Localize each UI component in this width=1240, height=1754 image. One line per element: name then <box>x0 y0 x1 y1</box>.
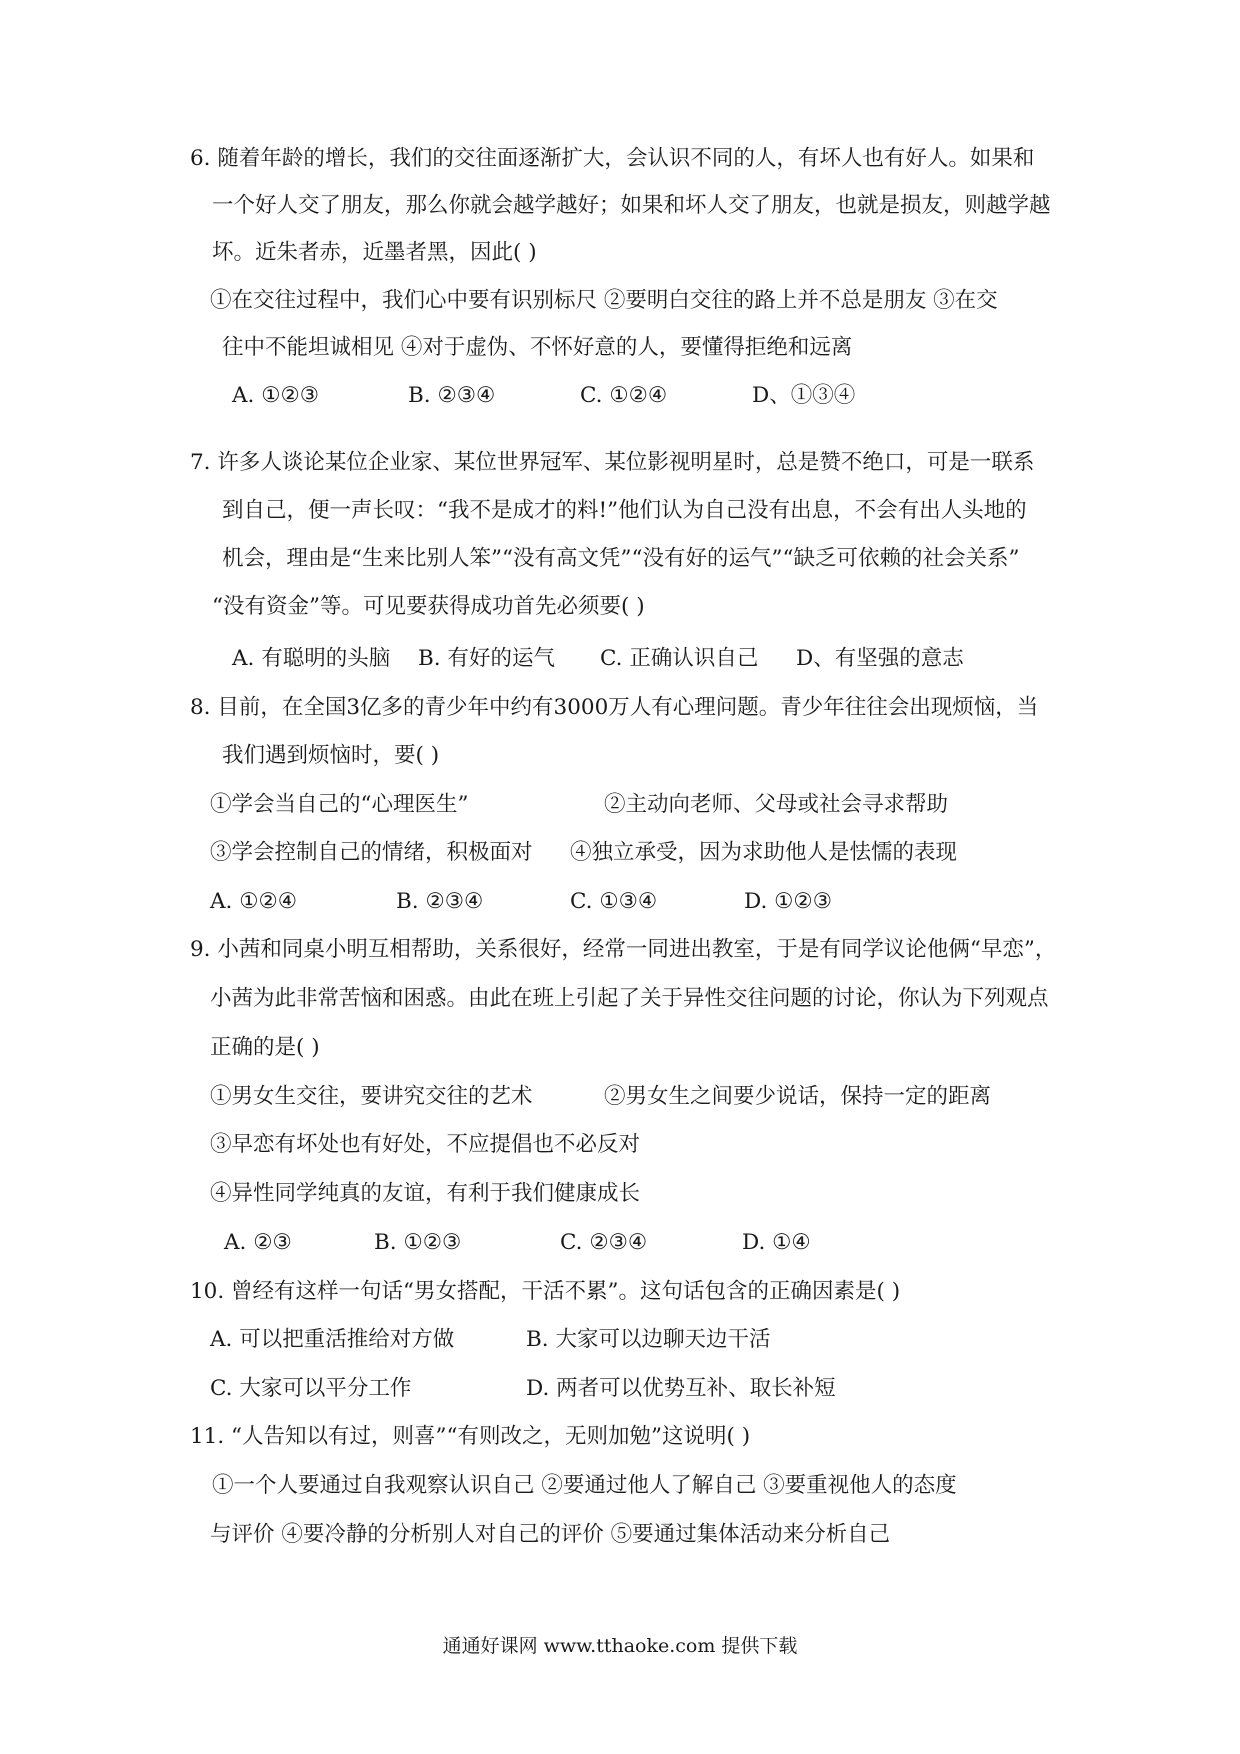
statement-line: ③学会控制自己的情绪，积极面对 <box>210 840 533 865</box>
question-stem-line: 机会，理由是“生来比别人笨”“没有高文凭”“没有好的运气”“缺乏可依赖的社会关系” <box>222 546 1020 571</box>
statement-line: ①一个人要通过自我观察认识自己 ②要通过他人了解自己 ③要重视他人的态度 <box>212 1473 957 1498</box>
statement-line: ④异性同学纯真的友谊，有利于我们健康成长 <box>210 1181 641 1206</box>
question-stem-line: 到自己，便一声长叹：“我不是成才的料!”他们认为自己没有出息，不会有出人头地的 <box>222 498 1027 523</box>
question-stem-line: “没有资金”等。可见要获得成功首先必须要( ) <box>212 594 645 619</box>
option-a: A. ①②③ <box>232 383 320 408</box>
statement-line: 往中不能坦诚相见 ④对于虚伪、不怀好意的人，要懂得拒绝和远离 <box>222 335 853 360</box>
statement-line: 与评价 ④要冷静的分析别人对自己的评价 ⑤要通过集体活动来分析自己 <box>210 1522 891 1547</box>
statement-line: ③早恋有坏处也有好处，不应提倡也不必反对 <box>210 1132 641 1157</box>
option-b: B. ②③④ <box>408 383 496 408</box>
question-stem-line: 7. 许多人谈论某位企业家、某位世界冠军、某位影视明星时，总是赞不绝口，可是一联系 <box>190 450 1035 475</box>
option-b: B. 有好的运气 <box>418 646 555 671</box>
option-c: C. ①③④ <box>570 889 658 914</box>
statement-line: ①在交往过程中，我们心中要有识别标尺 ②要明白交往的路上并不总是朋友 ③在交 <box>210 288 998 313</box>
option-c: C. 正确认识自己 <box>600 646 759 671</box>
question-stem-line: 11. “人告知以有过，则喜”“有则改之，无则加勉”这说明( ) <box>190 1424 751 1449</box>
question-stem-line: 8. 目前，在全国3亿多的青少年中约有3000万人有心理问题。青少年往往会出现烦恼，当 <box>190 695 1039 720</box>
option-a: A. ②③ <box>224 1230 292 1255</box>
question-stem-line: 一个好人交了朋友，那么你就会越学越好；如果和坏人交了朋友，也就是损友，则越学越 <box>212 193 1051 218</box>
option-c: C. ②③④ <box>560 1230 648 1255</box>
option-a: A. 有聪明的头脑 <box>232 646 391 671</box>
option-d: D、①③④ <box>752 383 856 408</box>
option-c: C. 大家可以平分工作 <box>210 1376 412 1401</box>
question-stem-line: 10. 曾经有这样一句话“男女搭配，干活不累”。这句话包含的正确因素是( ) <box>190 1279 901 1304</box>
question-stem-line: 坏。近朱者赤，近墨者黑，因此( ) <box>212 240 537 265</box>
statement-line: ④独立承受，因为求助他人是怯懦的表现 <box>570 840 958 865</box>
page-footer: 通通好课网 www.tthaoke.com 提供下载 <box>442 1635 798 1657</box>
question-stem-line: 我们遇到烦恼时，要( ) <box>222 743 440 768</box>
option-b: B. ①②③ <box>374 1230 462 1255</box>
statement-line: ①男女生交往，要讲究交往的艺术 <box>210 1084 533 1109</box>
option-d: D. ①②③ <box>744 889 832 914</box>
option-a: A. 可以把重活推给对方做 <box>210 1327 455 1352</box>
option-c: C. ①②④ <box>580 383 668 408</box>
question-stem-line: 小茜为此非常苦恼和困惑。由此在班上引起了关于异性交往问题的讨论，你认为下列观点 <box>210 986 1049 1011</box>
option-b: B. ②③④ <box>396 889 484 914</box>
option-d: D. ①④ <box>742 1230 811 1255</box>
option-a: A. ①②④ <box>210 889 298 914</box>
statement-line: ②男女生之间要少说话，保持一定的距离 <box>604 1084 992 1109</box>
question-stem-line: 正确的是( ) <box>210 1035 320 1060</box>
option-d: D. 两者可以优势互补、取长补短 <box>526 1376 836 1401</box>
option-b: B. 大家可以边聊天边干活 <box>526 1327 771 1352</box>
question-stem-line: 9. 小茜和同桌小明互相帮助，关系很好，经常一同进出教室，于是有同学议论他俩“早恋”， <box>190 937 1057 962</box>
question-stem-line: 6. 随着年龄的增长，我们的交往面逐渐扩大，会认识不同的人，有坏人也有好人。如果和 <box>190 146 1035 171</box>
option-d: D、有坚强的意志 <box>796 646 964 671</box>
statement-line: ①学会当自己的“心理医生” <box>210 792 469 817</box>
statement-line: ②主动向老师、父母或社会寻求帮助 <box>604 792 949 817</box>
